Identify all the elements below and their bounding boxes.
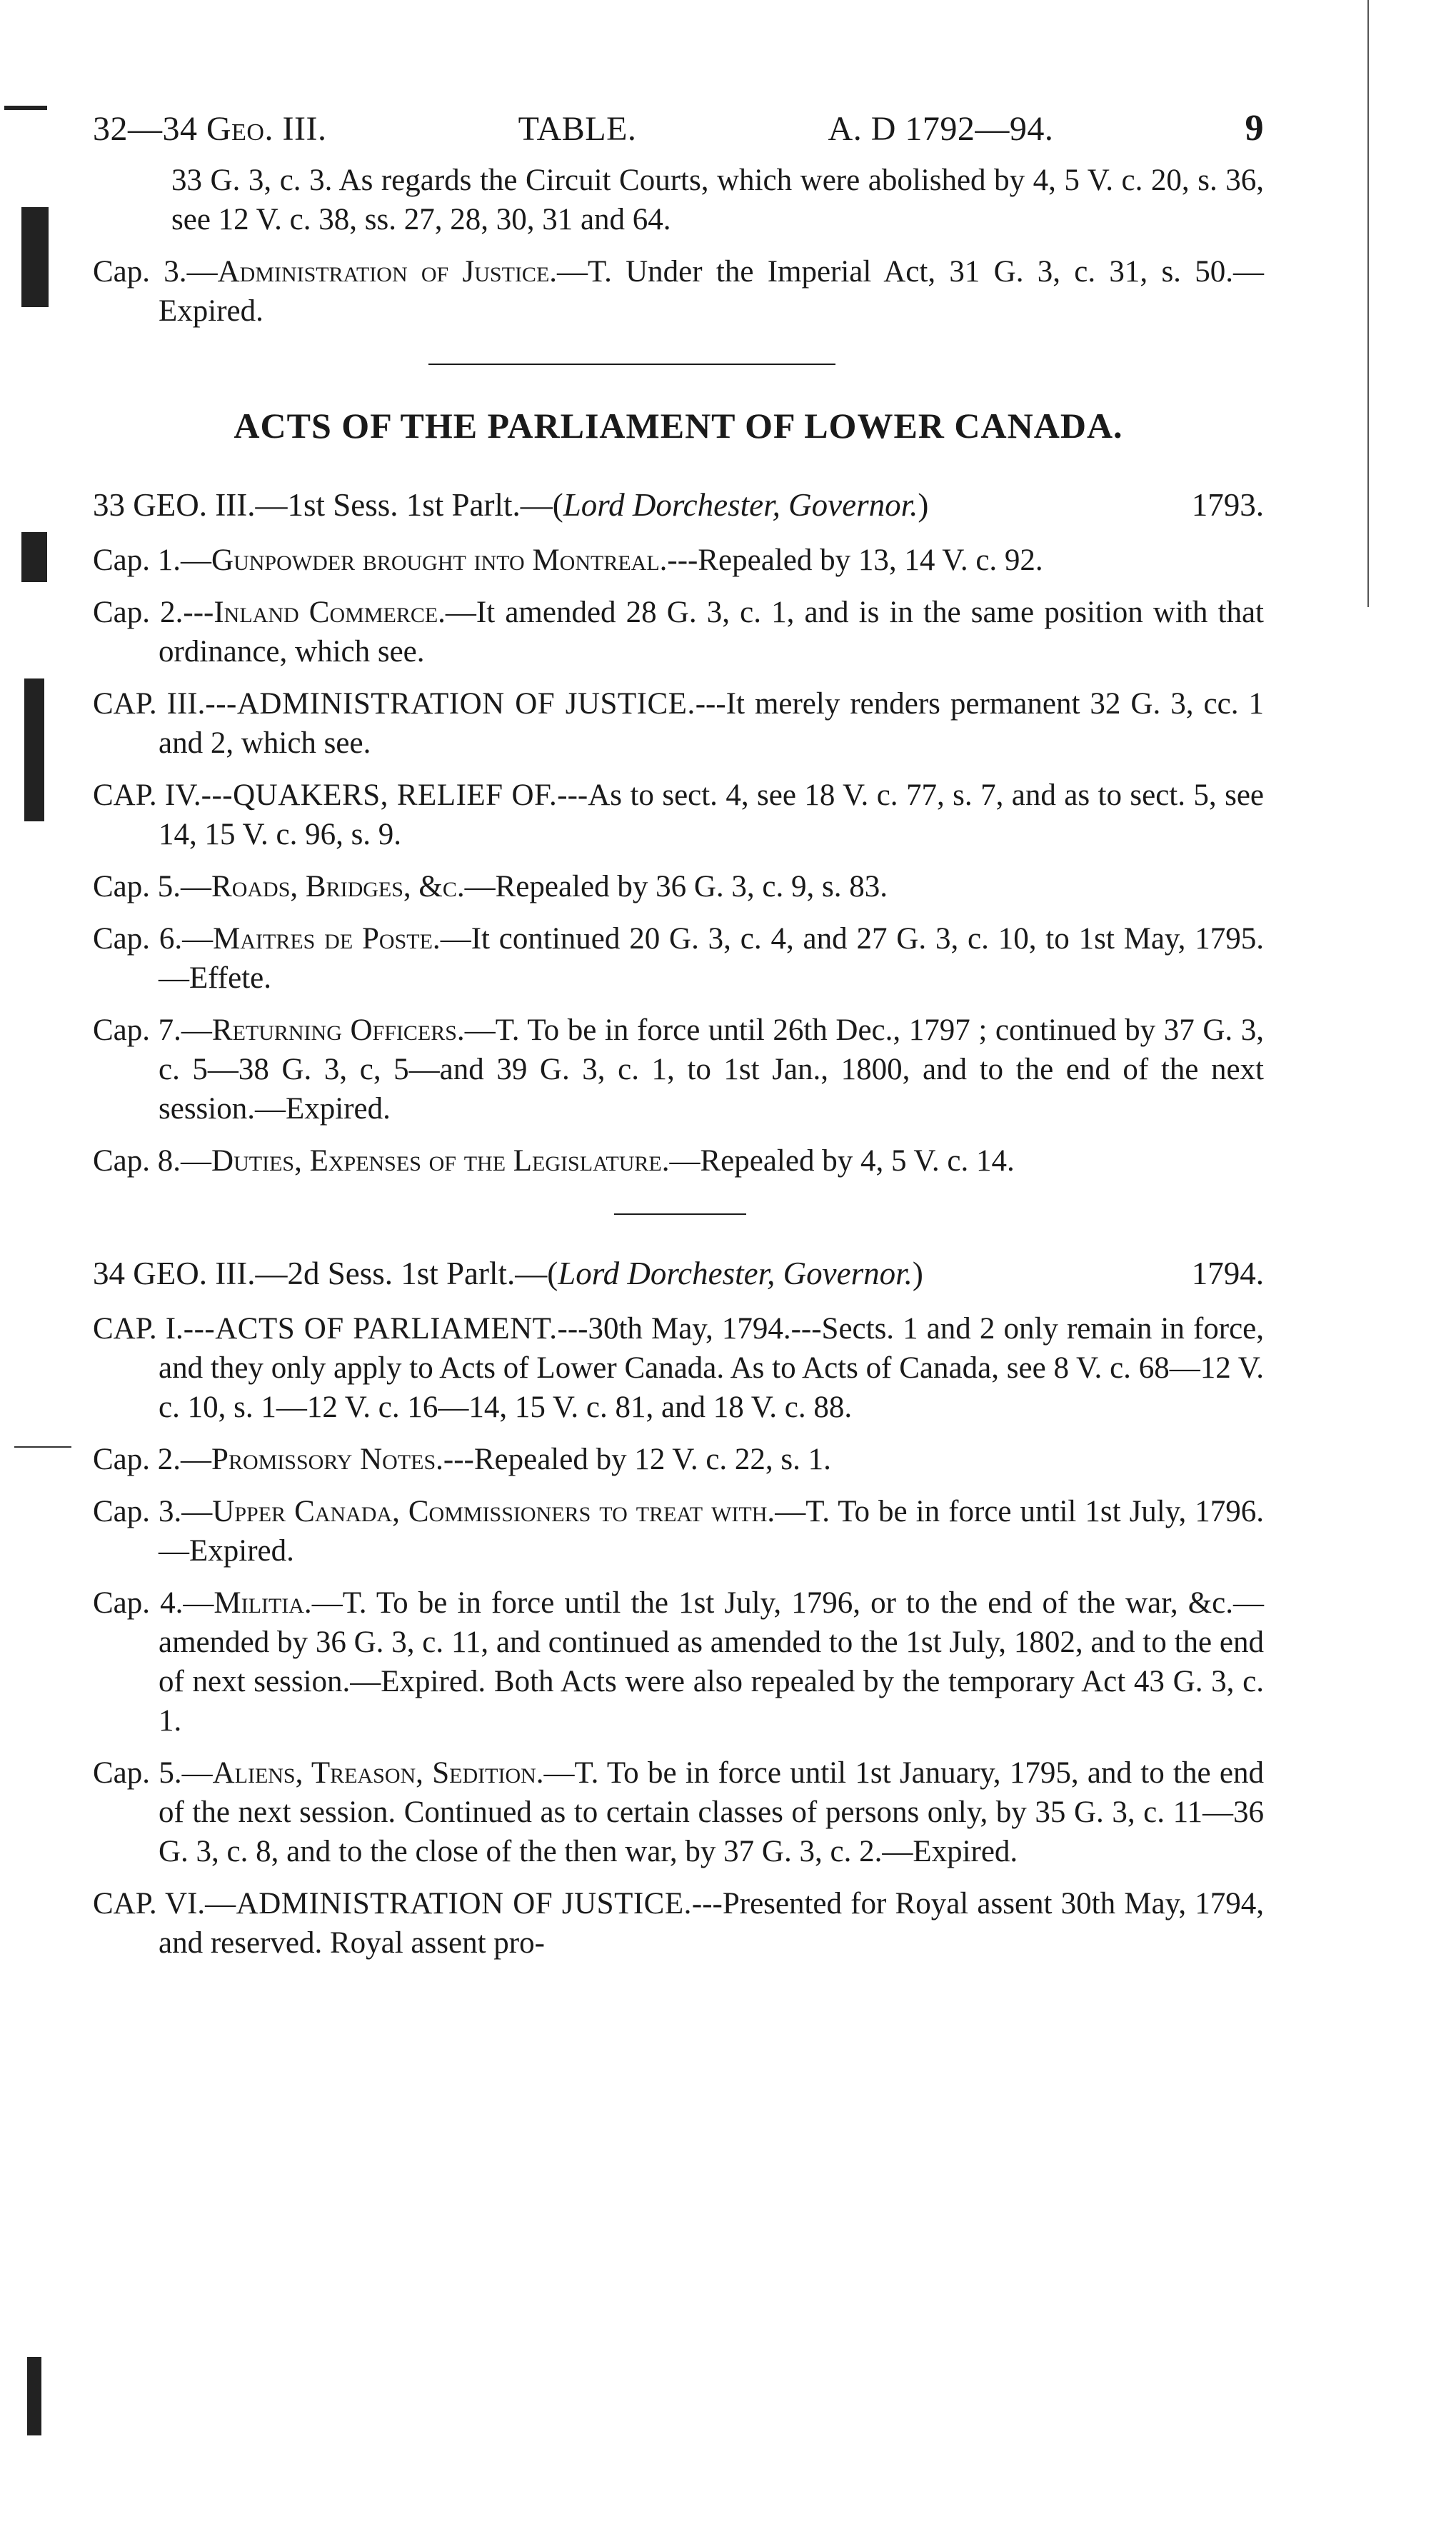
entry-title: —ADMINISTRATION OF JUSTICE.	[205, 1887, 692, 1920]
entry-text: —T. To be in force until 1st July, 1796.—Expired.	[159, 1495, 1264, 1568]
entry-text: ---Repealed by 12 V. c. 22, s. 1.	[443, 1443, 831, 1476]
entry-text: —T. To be in force until 1st January, 1795, and to the end of the next session. Continued as to certain classes of persons only, by 35 G. 3, c. 11—36 G. 3, c. 8, and to the close of the then war, by 37 G. 3, c. 2.—Expired.	[159, 1756, 1264, 1868]
scan-line	[1367, 0, 1369, 607]
entry-cap: Cap. 7.	[93, 1013, 181, 1047]
entry-cap: Cap. 3.	[93, 255, 187, 289]
entry-text: ---Repealed by 13, 14 V. c. 92.	[667, 544, 1043, 577]
entry-text: —T. To be in force until 26th Dec., 1797 ; continued by 37 G. 3, c. 5—38 G. 3, c, 5—and 39 G. 3, c. 1, to 1st Jan., 1800, and to the end of the next session.—Expired.	[159, 1013, 1264, 1126]
entry-text: —It continued 20 G. 3, c. 4, and 27 G. 3, c. 10, to 1st May, 1795.—Effete.	[159, 922, 1264, 995]
entry	[93, 1309, 1264, 1427]
entry-title: ---ADMINISTRATION OF JUSTICE.	[205, 687, 696, 721]
scan-mark	[24, 678, 44, 821]
session-heading	[93, 486, 1264, 524]
entry-cap: CAP. I.	[93, 1312, 184, 1346]
entry	[93, 867, 1264, 906]
scan-mark	[21, 207, 49, 307]
entry-cap: Cap. 1.	[93, 544, 181, 577]
header-center: TABLE.	[518, 110, 637, 148]
session-governor: Lord Dorchester, Governor.	[563, 487, 918, 523]
entry-text: ---As to sect. 4, see 18 V. c. 77, s. 7, and as to sect. 5, see 14, 15 V. c. 96, s. 9.	[159, 778, 1264, 851]
session-year: 1793.	[1191, 487, 1264, 523]
scan-mark	[21, 532, 47, 582]
entry-cap: CAP. III.	[93, 687, 206, 721]
divider-rule	[614, 1213, 746, 1215]
entry-cap: Cap. 5.	[93, 1756, 182, 1790]
entry	[93, 1583, 1264, 1741]
entry-text: —T. To be in force until the 1st July, 1796, or to the end of the war, &c.—amended by 36 G. 3, c. 11, and continued as amended to the 1st July, 1802, and to the end of next session.—Expired. Both Acts were also repealed by the temporary Act 43 G. 3, c. 1.	[159, 1586, 1264, 1738]
divider-rule	[428, 364, 835, 365]
entry-cap: Cap. 6.	[93, 922, 183, 956]
page-number: 9	[1245, 108, 1264, 149]
entry-title: —Administration of Justice.	[186, 255, 558, 289]
session-label	[93, 1255, 923, 1292]
entry-cap: Cap. 2.	[93, 1443, 181, 1476]
session-close: )	[912, 1256, 923, 1291]
entry-title: —Promissory Notes.	[181, 1443, 443, 1476]
entry-text: —T. Under the Imperial Act, 31 G. 3, c. 31, s. 50.—Expired.	[159, 255, 1264, 328]
session-label	[93, 486, 928, 524]
entry-title: ---ACTS OF PARLIAMENT.	[183, 1312, 558, 1346]
entry-title: —Duties, Expenses of the Legislature.	[181, 1144, 670, 1178]
entry-cap: CAP. IV.	[93, 778, 201, 812]
session-text: 34 GEO. III.—2d Sess. 1st Parlt.—(	[93, 1256, 558, 1291]
session-year: 1794.	[1191, 1256, 1264, 1291]
entry-text: ---It merely renders permanent 32 G. 3, cc. 1 and 2, which see.	[159, 687, 1264, 760]
entry-cap: Cap. 3.	[93, 1495, 182, 1528]
section-title: ACTS OF THE PARLIAMENT OF LOWER CANADA.	[234, 406, 1123, 446]
entry-text: —It amended 28 G. 3, c. 1, and is in the same position with that ordinance, which see.	[159, 596, 1264, 668]
entry	[93, 684, 1264, 763]
entry	[93, 593, 1264, 671]
entry	[93, 919, 1264, 998]
entry-title: ---Inland Commerce.	[183, 596, 446, 629]
entry-cap: Cap. 8.	[93, 1144, 181, 1178]
session-text: 33 GEO. III.—1st Sess. 1st Parlt.—(	[93, 487, 563, 523]
entry	[93, 541, 1264, 580]
entry	[93, 1011, 1264, 1128]
entry-title: ---QUAKERS, RELIEF OF.	[201, 778, 558, 812]
entry	[93, 1753, 1264, 1871]
header-right: A. D 1792—94.	[828, 110, 1054, 148]
entry-cap: Cap. 2.	[93, 596, 184, 629]
entry-title: —Upper Canada, Commissioners to treat with.	[181, 1495, 775, 1528]
entry	[93, 776, 1264, 854]
scan-mark	[4, 106, 47, 110]
entry	[93, 1492, 1264, 1571]
session-governor: Lord Dorchester, Governor.	[558, 1256, 913, 1291]
page-content	[93, 107, 1264, 1963]
entry-title: —Aliens, Treason, Sedition.	[181, 1756, 544, 1790]
entry	[93, 252, 1264, 331]
entry-title: —Returning Officers.	[181, 1013, 465, 1047]
scan-line	[14, 1446, 71, 1448]
scan-mark	[27, 2357, 41, 2435]
entry	[93, 1440, 1264, 1479]
entry-text: —Repealed by 36 G. 3, c. 9, s. 83.	[464, 870, 888, 903]
entry-text: 33 G. 3, c. 3. As regards the Circuit Courts, which were abolished by 4, 5 V. c. 20, s. 36, see 12 V. c. 38, ss. 27, 28, 30, 31 and 64.	[171, 164, 1264, 236]
entry	[93, 1141, 1264, 1181]
entry-cap: Cap. 4.	[93, 1586, 184, 1620]
session-heading	[93, 1255, 1264, 1292]
entry-title: —Gunpowder brought into Montreal.	[181, 544, 668, 577]
header-left: 32—34 Geo. III.	[93, 110, 327, 148]
entry-continuation	[93, 161, 1264, 239]
entry-cap: Cap. 5.	[93, 870, 181, 903]
entry	[93, 1884, 1264, 1963]
entry-text: ---Presented for Royal assent 30th May, 1794, and reserved. Royal assent pro-	[159, 1887, 1265, 1960]
running-header	[93, 107, 1264, 161]
entry-text: —Repealed by 4, 5 V. c. 14.	[669, 1144, 1015, 1178]
entry-title: —Maitres de Poste.	[182, 922, 441, 956]
session-close: )	[918, 487, 929, 523]
entry-text: ---30th May, 1794.---Sects. 1 and 2 only remain in force, and they only apply to Acts of Lower Canada. As to Acts of Canada, see 8 V. c. 68—12 V. c. 10, s. 1—12 V. c. 16—14, 15 V. c. 81, and 18 V. c. 88.	[159, 1312, 1265, 1424]
entry-cap: CAP. VI.	[93, 1887, 206, 1920]
entry-title: —Militia.	[183, 1586, 312, 1620]
entry-title: —Roads, Bridges, &c.	[181, 870, 465, 903]
